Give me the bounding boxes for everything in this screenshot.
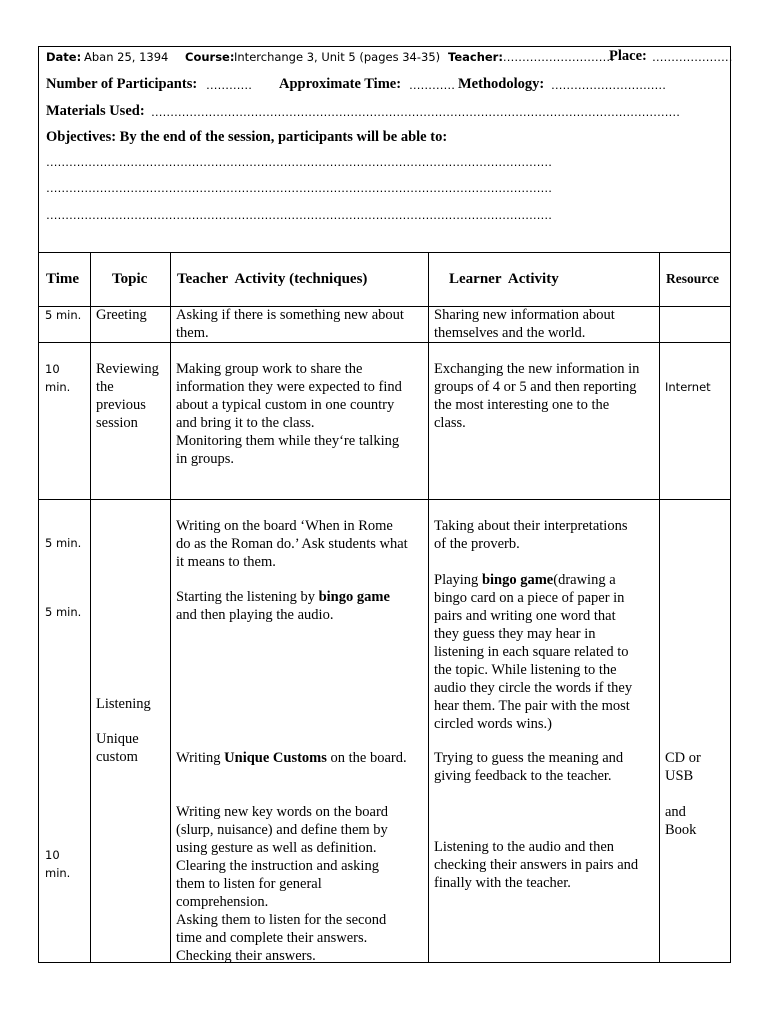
text-line: pairs and writing one word that [434, 608, 616, 624]
column-divider [170, 252, 171, 963]
materials-value: ………………………………………………………………………………………………………………………… [151, 105, 680, 119]
column-divider [428, 252, 429, 963]
text-line: Writing on the board ‘When in Rome [176, 518, 393, 534]
text-line: Book [665, 822, 697, 838]
row-teacher-activity [176, 588, 390, 624]
row-border [39, 342, 730, 343]
row-learner-activity [434, 517, 627, 553]
text-line: Monitoring them while they‘re talking [176, 433, 400, 449]
text-line: CD or [665, 750, 701, 766]
date-label: Date: [46, 50, 82, 64]
text-line: themselves and the world. [434, 325, 586, 341]
row-learner-activity [434, 749, 623, 785]
row-learner-activity [434, 360, 639, 432]
text-line: Listening to the audio and then [434, 839, 615, 855]
lesson-plan-sheet [38, 46, 731, 963]
row-time: 5 min. [45, 308, 82, 322]
text-line: and then playing the audio. [176, 607, 334, 623]
teacher-label: Teacher: [448, 50, 503, 64]
text-line: Trying to guess the meaning and [434, 750, 624, 766]
text-line: the most interesting one to the [434, 397, 610, 413]
text-line: of the proverb. [434, 536, 520, 552]
objectives-label: Objectives: By the end of the session, participants will be able to: [46, 129, 448, 145]
column-divider [90, 252, 91, 963]
row-learner-activity [434, 838, 638, 892]
text-run: Starting the listening by [176, 589, 319, 605]
text-line: them to listen for general [176, 876, 322, 892]
text-line: groups of 4 or 5 and then reporting [434, 379, 637, 395]
text-line: Taking about their interpretations [434, 518, 628, 534]
text-line: do as the Roman do.’ Ask students what [176, 536, 408, 552]
text-line: 10 [45, 362, 60, 376]
table-top-border [39, 252, 730, 253]
text-line: (slurp, nuisance) and define them by [176, 822, 388, 838]
text-line: about a typical custom in one country [176, 397, 395, 413]
column-header-time: Time [46, 271, 80, 287]
text-line [176, 588, 390, 606]
course-value: Interchange 3, Unit 5 (pages 34-35) [234, 50, 441, 64]
text-line: Unique [96, 731, 139, 747]
text-line: they guess they may hear in [434, 626, 596, 642]
text-line: and [665, 804, 686, 820]
text-line: it means to them. [176, 554, 276, 570]
place-value: ………………… [652, 50, 733, 64]
bingo-game-emphasis: bingo game [481, 572, 554, 588]
row-topic [96, 730, 139, 766]
text-line: comprehension. [176, 894, 269, 910]
text-line: audio they circle the words if they [434, 680, 633, 696]
row-border [39, 499, 730, 500]
row-topic [96, 360, 159, 432]
text-line: Reviewing [96, 361, 159, 377]
participants-value: ………… [206, 78, 252, 92]
text-line: USB [665, 768, 694, 784]
objective-line: …………………………………………………………………………………………………………………… [46, 181, 552, 195]
text-line: previous [96, 397, 146, 413]
text-line: custom [96, 749, 138, 765]
text-line: bingo card on a piece of paper in [434, 590, 625, 606]
text-line: the topic. While listening to the [434, 662, 617, 678]
row-topic-text: Greeting [96, 307, 147, 323]
text-line: them. [176, 325, 209, 341]
column-header-resource: Resource [666, 271, 719, 286]
text-line: class. [434, 415, 466, 431]
text-line: listening in each square related to [434, 644, 629, 660]
text-line: Asking if there is something new about [176, 307, 404, 323]
row-time [45, 360, 70, 396]
date-value: Aban 25, 1394 [84, 50, 169, 64]
text-line: information they were expected to find [176, 379, 402, 395]
text-line [434, 571, 632, 589]
row-time: 5 min. [45, 536, 82, 550]
text-run: on the board. [326, 750, 407, 766]
text-line: time and complete their answers. [176, 930, 368, 946]
text-line: Making group work to share the [176, 361, 363, 377]
text-line: 10 [45, 848, 60, 862]
methodology-value: ………………………… [551, 78, 666, 92]
row-resource [665, 803, 696, 839]
participants-label: Number of Participants: [46, 76, 198, 92]
text-line: and bring it to the class. [176, 415, 315, 431]
text-line: Clearing the instruction and asking [176, 858, 379, 874]
column-header-teacher-activity: Teacher Activity (techniques) [177, 271, 368, 287]
row-teacher-activity [176, 749, 407, 767]
text-line: finally with the teacher. [434, 875, 571, 891]
row-teacher-activity [176, 306, 404, 342]
row-teacher-activity [176, 803, 388, 965]
text-line [176, 749, 407, 767]
text-line: Asking them to listen for the second [176, 912, 387, 928]
text-line: giving feedback to the teacher. [434, 768, 612, 784]
text-line: circled words wins.) [434, 716, 552, 732]
row-learner-activity [434, 306, 615, 342]
text-line: the [96, 379, 114, 395]
row-teacher-activity [176, 517, 408, 571]
text-line: using gesture as well as definition. [176, 840, 377, 856]
time-label: Approximate Time: [279, 76, 402, 92]
row-resource [665, 749, 701, 785]
row-topic: Listening [96, 696, 151, 712]
text-run: Writing [176, 750, 225, 766]
text-line: Sharing new information about [434, 307, 615, 323]
row-topic [96, 306, 147, 324]
row-time [45, 846, 70, 882]
text-line: min. [45, 380, 71, 394]
row-resource: Internet [665, 380, 711, 394]
materials-label: Materials Used: [46, 103, 145, 119]
bingo-game-emphasis: bingo game [318, 589, 390, 605]
text-line: Checking their answers. [176, 948, 316, 964]
time-value: ………… [409, 78, 455, 92]
methodology-label: Methodology: [458, 76, 545, 92]
objective-line: …………………………………………………………………………………………………………………… [46, 155, 552, 169]
column-divider [659, 252, 660, 963]
text-line: Exchanging the new information in [434, 361, 640, 377]
text-line: min. [45, 866, 71, 880]
column-header-learner-activity: Learner Activity [449, 271, 559, 287]
objective-line: …………………………………………………………………………………………………………………… [46, 208, 552, 222]
row-time: 5 min. [45, 605, 82, 619]
text-line: Writing new key words on the board [176, 804, 389, 820]
text-line: in groups. [176, 451, 234, 467]
unique-customs-emphasis: Unique Customs [224, 750, 327, 766]
teacher-value: ………………………… [499, 50, 614, 64]
row-learner-activity [434, 571, 632, 733]
text-line: checking their answers in pairs and [434, 857, 639, 873]
text-run: Playing [434, 572, 482, 588]
column-header-topic: Topic [112, 271, 148, 287]
text-run: (drawing a [553, 572, 616, 588]
course-label: Course: [185, 50, 235, 64]
row-teacher-activity [176, 360, 402, 468]
text-line: session [96, 415, 138, 431]
text-line: hear them. The pair with the most [434, 698, 630, 714]
place-label: Place: [609, 48, 647, 64]
